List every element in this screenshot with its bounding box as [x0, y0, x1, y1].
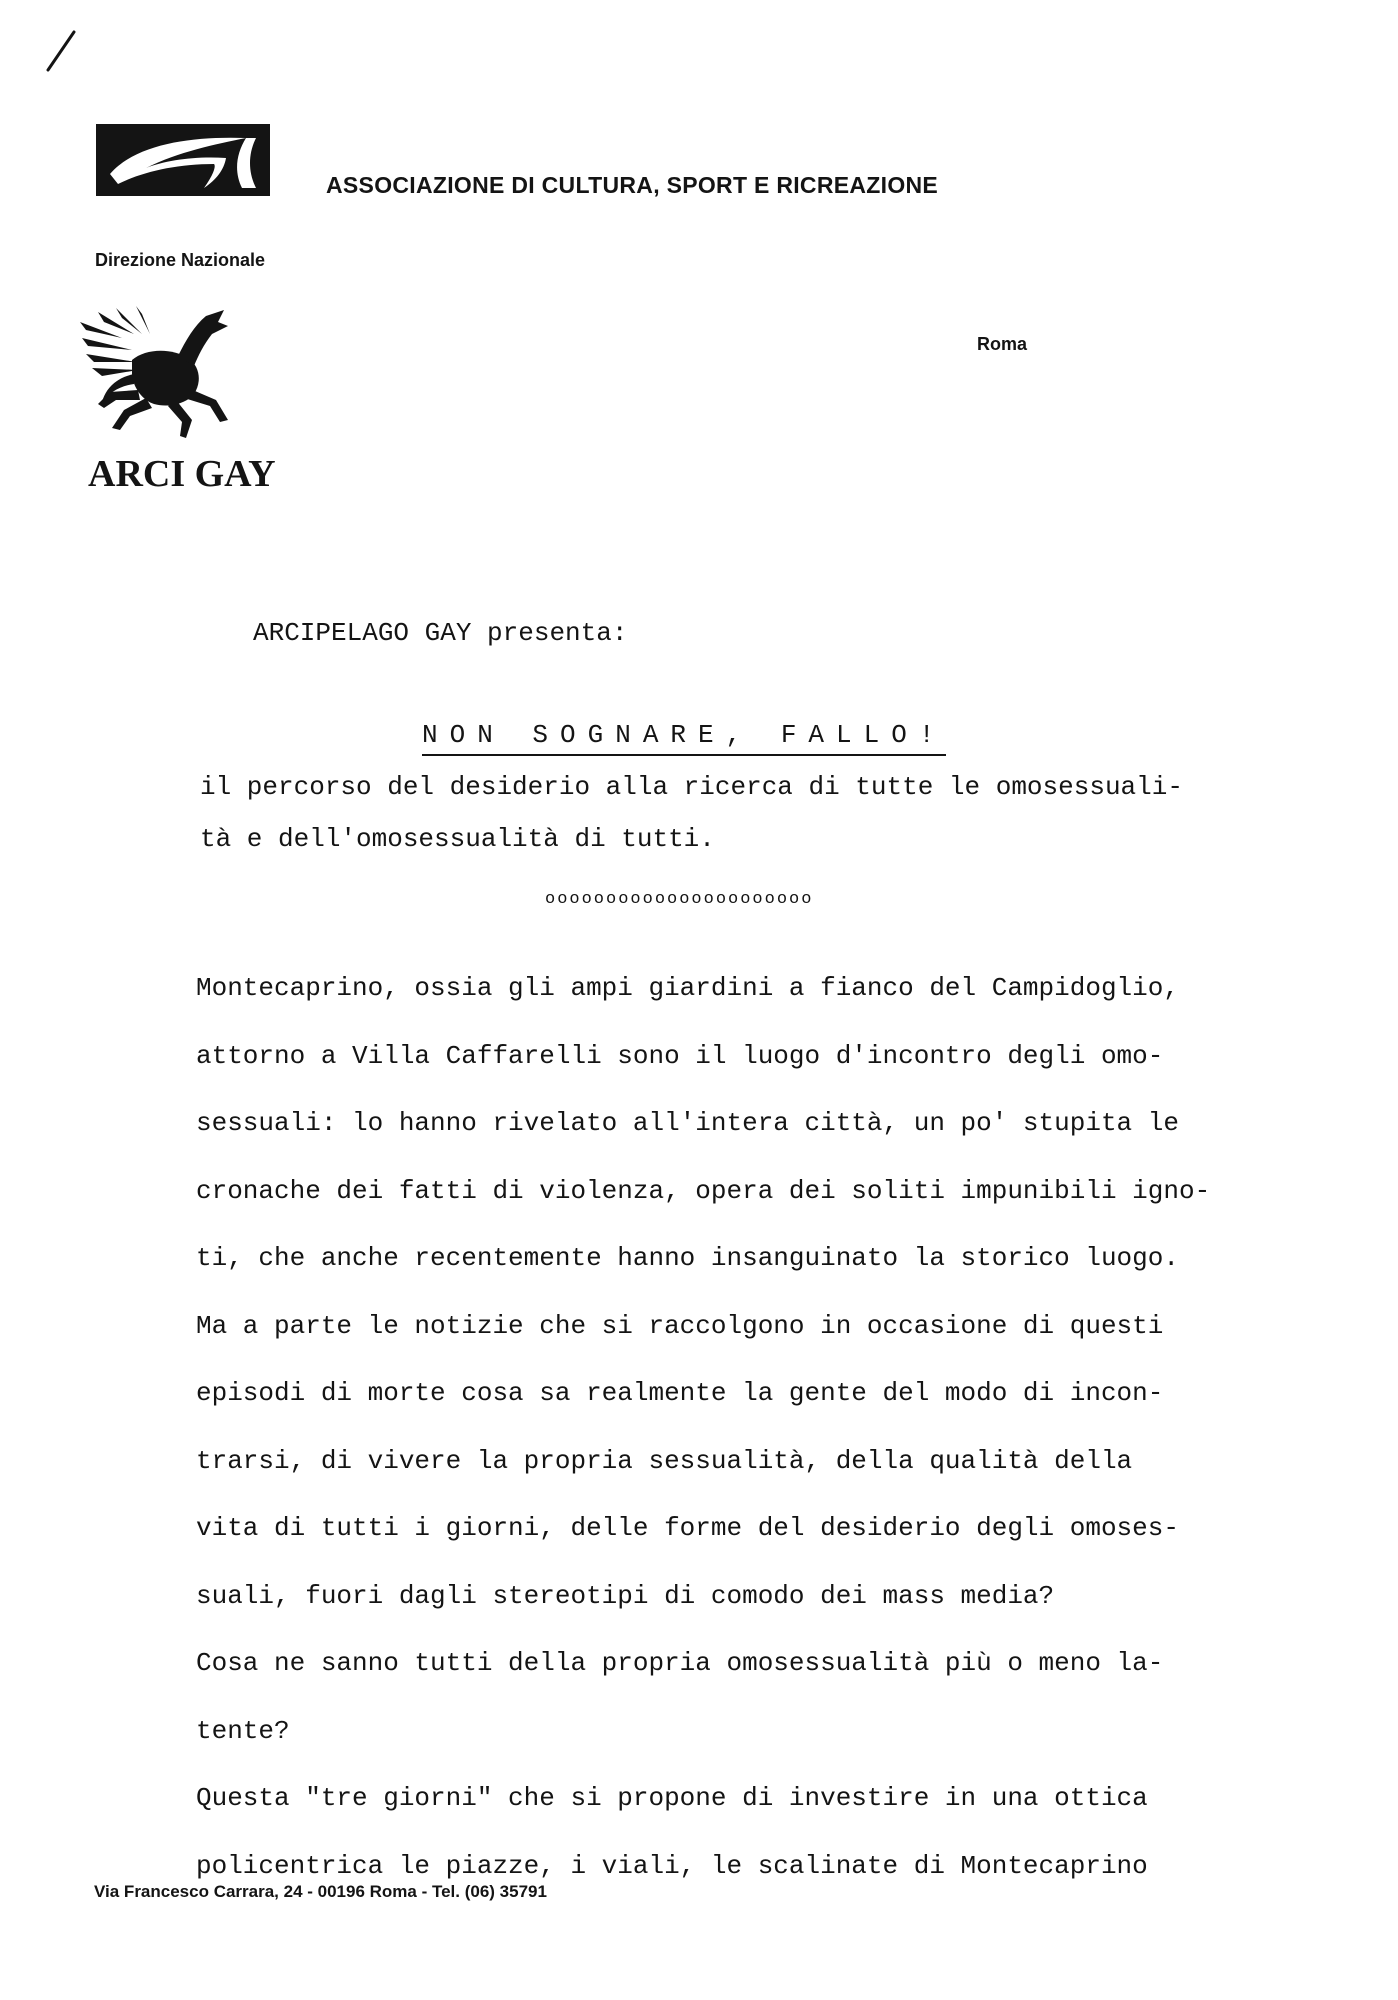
paragraph-line: Questa "tre giorni" che si propone di investire in una ottica — [196, 1783, 1148, 1813]
city-label: Roma — [977, 334, 1028, 354]
pegasus-emblem-icon — [76, 304, 236, 444]
paragraph-line: tente? — [196, 1715, 290, 1746]
paragraph-line: policentrica le piazze, i viali, le scalinate di Montecaprino — [196, 1850, 1148, 1881]
separator-line: oooooooooooooooooooooo — [545, 890, 814, 909]
paragraph-line: episodi di morte cosa sa realmente la gente del modo di incon- — [196, 1378, 1164, 1408]
paragraph-line: trarsi, di vivere la propria sessualità, della qualità della — [196, 1445, 1133, 1476]
footer-address: Via Francesco Carrara, 24 - 00196 Roma - Tel. (06) 35791 — [94, 1882, 547, 1901]
paragraph-line: vita di tutti i giorni, delle forme del desiderio degli omoses- — [196, 1513, 1179, 1543]
department-label: Direzione Nazionale — [95, 250, 266, 270]
subtitle-line: il percorso del desiderio alla ricerca di tutte le omosessuali- — [200, 772, 1183, 802]
paragraph-line: ti, che anche recentemente hanno insanguinato la storico luogo. — [196, 1243, 1179, 1273]
paragraph-line: Montecaprino, ossia gli ampi giardini a fianco del Campidoglio, — [196, 973, 1179, 1003]
organization-name: ARCI GAY — [88, 453, 276, 495]
paragraph-line: suali, fuori dagli stereotipi di comodo dei mass media? — [196, 1580, 1055, 1611]
pen-mark-icon — [44, 28, 78, 74]
paragraph-line: attorno a Villa Caffarelli sono il luogo d'incontro degli omo- — [196, 1040, 1164, 1071]
arci-swoosh-logo-icon — [96, 124, 270, 196]
subtitle-line: tà e dell'omosessualità di tutti. — [200, 824, 715, 854]
paragraph-line: Cosa ne sanno tutti della propria omosessualità più o meno la- — [196, 1648, 1164, 1678]
intro-line: ARCIPELAGO GAY presenta: — [253, 618, 628, 648]
association-heading: ASSOCIAZIONE DI CULTURA, SPORT E RICREAZIONE — [326, 172, 939, 198]
body-paragraph — [196, 955, 1210, 1900]
paragraph-line: cronache dei fatti di violenza, opera dei soliti impunibili igno- — [196, 1175, 1211, 1206]
paragraph-line: sessuali: lo hanno rivelato all'intera città, un po' stupita le — [196, 1108, 1179, 1138]
event-title: NON SOGNARE, FALLO! — [422, 720, 946, 756]
paragraph-line: Ma a parte le notizie che si raccolgono in occasione di questi — [196, 1310, 1164, 1341]
